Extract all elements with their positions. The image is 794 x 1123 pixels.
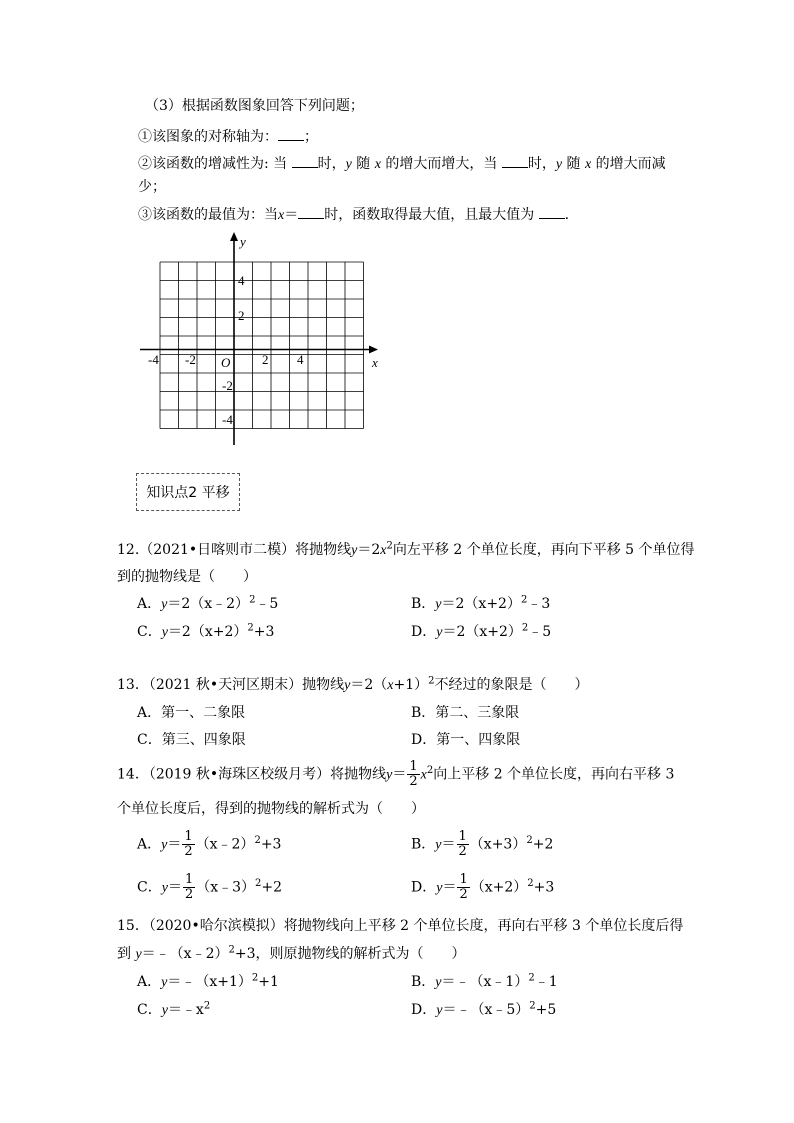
q12-eq: ＝2: [357, 542, 381, 558]
option-body: ＝﹣（x+1）: [167, 974, 252, 990]
part3-intro: （3）根据函数图象回答下列问题；: [145, 98, 364, 114]
x-axis-arrow-icon: [369, 346, 378, 354]
q2-d: 随: [356, 156, 371, 172]
q12-option-a[interactable]: [137, 595, 278, 614]
q15-option-c[interactable]: [137, 1001, 210, 1020]
option-tail: ﹣5: [528, 624, 552, 640]
var-y: y: [386, 767, 393, 783]
var-x: x: [420, 767, 427, 783]
x-tick-label: -4: [148, 352, 159, 367]
q12-option-c[interactable]: [137, 623, 274, 642]
exponent: 2: [528, 972, 535, 984]
x-tick-label: 4: [297, 352, 304, 367]
q13-option-d[interactable]: D．第一、四象限: [411, 732, 521, 748]
exponent: 2: [428, 675, 435, 687]
part3-q1: [138, 126, 318, 146]
exponent: 2: [228, 944, 235, 956]
q14-stem-a: 14．（2019 秋•海珠区校级月考）将抛物线: [117, 766, 387, 783]
answer-blank[interactable]: [278, 126, 304, 141]
numerator: 1: [458, 829, 467, 844]
var-y: y: [435, 597, 442, 612]
option-tail: ﹣1: [534, 974, 558, 990]
var-y: y: [345, 157, 352, 172]
q14-stem-cont: 个单位长度后，得到的抛物线的解析式为（ ）: [117, 801, 425, 817]
numerator: 1: [459, 872, 468, 887]
q2-k: 的增大而减: [595, 156, 666, 172]
q3-d: 时，函数取得最大值，且最大值为: [324, 207, 535, 223]
q14-option-c[interactable]: [137, 873, 282, 903]
q14-eq: ＝: [392, 766, 407, 783]
coordinate-grid: [140, 230, 380, 450]
q15-eq: ＝﹣（x﹣2）: [141, 946, 229, 962]
fraction: [183, 873, 195, 902]
option-letter: C．: [137, 1002, 162, 1018]
var-y: y: [351, 543, 358, 558]
q1-text: ①该图象的对称轴为：: [138, 129, 278, 145]
q14-option-b[interactable]: [411, 830, 553, 860]
option-letter: D．: [411, 879, 437, 896]
denominator: 2: [459, 887, 468, 902]
fraction: [407, 760, 419, 789]
var-y: y: [161, 597, 168, 612]
q3-eq: ＝: [284, 207, 299, 223]
option-letter: D．: [411, 624, 437, 640]
var-x: x: [374, 157, 381, 172]
q14-option-d[interactable]: [411, 873, 554, 903]
q15-stem-c: +3，则原抛物线的解析式为（ ）: [234, 946, 466, 962]
option-body: ＝2（x+2）: [167, 624, 248, 640]
option-letter: D．: [411, 1002, 437, 1018]
var-y: y: [161, 837, 168, 853]
option-body: ＝﹣（x﹣1）: [441, 974, 529, 990]
q15-stem-cont: [117, 945, 466, 964]
option-letter: C．: [137, 624, 162, 640]
option-tail: +3: [260, 836, 282, 853]
q15-option-a[interactable]: [137, 973, 279, 992]
exponent: 2: [529, 1000, 536, 1012]
var-x: x: [278, 208, 285, 223]
option-letter: A．: [137, 836, 162, 853]
var-y: y: [435, 975, 442, 990]
exponent: 2: [386, 540, 393, 552]
option-letter: A．: [137, 596, 162, 612]
var-x: x: [585, 157, 592, 172]
var-x: x: [380, 543, 387, 558]
q14-stem: [117, 760, 674, 789]
q2-a: ②该函数的增减性为: 当: [138, 156, 288, 172]
eq-sign: ＝: [167, 879, 182, 896]
numerator: 1: [184, 872, 194, 887]
denominator: 2: [409, 774, 418, 789]
exponent: 2: [526, 834, 533, 846]
part3-q3: [138, 204, 569, 225]
q12-stem: [117, 541, 695, 560]
part3-q2-cont: 少；: [138, 179, 166, 195]
q2-f: 的增大而增大，当: [385, 156, 498, 172]
origin-label: O: [221, 355, 231, 370]
q15-stem-b: 到: [117, 946, 131, 962]
option-tail: ﹣5: [255, 596, 279, 612]
q13-stem: [117, 676, 589, 695]
exponent: 2: [203, 1000, 211, 1012]
q12-stem-cont: 到的抛物线是（ ）: [117, 569, 257, 585]
q15-option-b[interactable]: [411, 973, 558, 992]
y-tick-label: 2: [238, 308, 245, 323]
option-body: ＝﹣x: [167, 1002, 204, 1018]
var-y: y: [135, 947, 142, 962]
var-y: y: [161, 880, 168, 896]
q1-end: ；: [304, 129, 318, 145]
exponent: 2: [520, 594, 528, 606]
q13-stem-b: +1）: [393, 677, 429, 693]
option-body: （x﹣3）: [196, 879, 256, 896]
var-x: x: [387, 678, 394, 693]
q12-option-d[interactable]: [411, 623, 551, 642]
option-letter: A．: [137, 974, 162, 990]
fraction: [182, 830, 194, 859]
option-body: ＝2（x+2）: [442, 624, 522, 640]
option-tail: +2: [261, 879, 283, 896]
y-axis-arrow-icon: [230, 232, 238, 241]
option-body: （x+3）: [469, 836, 527, 853]
exponent: 2: [521, 622, 529, 634]
x-tick-label: -2: [185, 352, 196, 367]
q13-option-c[interactable]: C．第三、四象限: [137, 732, 246, 748]
answer-blank[interactable]: [292, 153, 318, 168]
denominator: 2: [458, 844, 467, 859]
option-tail: +3: [253, 624, 275, 640]
exponent: 2: [527, 877, 534, 889]
option-body: （x﹣2）: [195, 836, 255, 853]
q3-a: ③该函数的最值为：当: [138, 207, 278, 223]
x-axis-label: x: [372, 355, 378, 370]
option-tail: ﹣3: [527, 596, 551, 612]
numerator: 1: [409, 759, 418, 774]
exponent: 2: [247, 622, 254, 634]
eq-sign: ＝: [167, 836, 182, 853]
q15-option-d[interactable]: [411, 1001, 556, 1020]
var-y: y: [436, 1003, 443, 1018]
var-y: y: [161, 975, 168, 990]
answer-blank[interactable]: [502, 153, 528, 168]
option-letter: B．: [411, 836, 436, 853]
x-tick-label: 2: [262, 352, 269, 367]
var-y: y: [436, 880, 443, 896]
option-tail: +5: [535, 1002, 557, 1018]
var-y: y: [555, 157, 563, 172]
answer-blank[interactable]: [298, 204, 324, 219]
q2-g: 时，: [527, 156, 556, 172]
fraction: [457, 873, 469, 902]
q13-eq: ＝2（: [350, 677, 388, 693]
exponent: 2: [426, 764, 434, 776]
fraction: [457, 830, 469, 859]
axes: [140, 232, 378, 445]
denominator: 2: [184, 844, 193, 859]
q2-i: 随: [566, 156, 581, 172]
var-y: y: [344, 678, 351, 693]
q3-e: .: [564, 207, 570, 223]
exponent: 2: [249, 594, 256, 606]
grid-lines: [160, 262, 364, 429]
q14-stem-b: 向上平移 2 个单位长度，再向右平移 3: [433, 766, 675, 783]
option-letter: B．: [411, 974, 436, 990]
part3-q2: [138, 153, 666, 174]
eq-sign: ＝: [441, 836, 456, 853]
q14-option-a[interactable]: [137, 830, 281, 860]
option-body: ＝﹣（x﹣5）: [442, 1002, 530, 1018]
exponent: 2: [255, 877, 262, 889]
var-y: y: [161, 625, 168, 640]
eq-sign: ＝: [442, 879, 457, 896]
q13-stem-c: 不经过的象限是（ ）: [434, 677, 589, 693]
option-body: ＝2（x+2）: [441, 596, 521, 612]
option-letter: C．: [137, 879, 162, 896]
y-tick-label: -2: [222, 378, 233, 393]
q12-stem-b: 向左平移 2 个单位长度，再向下平移 5 个单位得: [392, 542, 695, 558]
q13-stem-a: 13．（2021 秋•天河区期末）抛物线: [117, 677, 345, 693]
var-y: y: [436, 625, 443, 640]
q13-option-b[interactable]: B．第二、三象限: [411, 705, 520, 721]
q12-stem-a: 12.（2021•日喀则市二模）将抛物线: [117, 542, 352, 558]
q2-b: 时，: [317, 156, 346, 172]
option-letter: B．: [411, 596, 436, 612]
option-tail: +2: [532, 836, 554, 853]
q12-option-b[interactable]: [411, 595, 550, 614]
answer-blank[interactable]: [539, 204, 565, 219]
exponent: 2: [251, 972, 259, 984]
option-tail: +1: [258, 974, 279, 990]
q15-stem: 15．（2020•哈尔滨模拟）将抛物线向上平移 2 个单位长度，再向右平移 3 个单位长度后得: [117, 918, 684, 934]
q13-option-a[interactable]: A．第一、二象限: [137, 705, 246, 721]
y-tick-label: -4: [222, 412, 233, 427]
option-body: ＝2（x﹣2）: [167, 596, 250, 612]
knowledge-point-box: 知识点2 平移: [136, 473, 240, 511]
option-tail: +3: [533, 879, 555, 896]
option-body: （x+2）: [470, 879, 528, 896]
y-axis-label: y: [240, 234, 246, 249]
var-y: y: [161, 1003, 168, 1018]
exponent: 2: [254, 834, 261, 846]
numerator: 1: [184, 829, 193, 844]
y-tick-label: 4: [238, 273, 245, 288]
var-y: y: [435, 837, 442, 853]
denominator: 2: [184, 887, 194, 902]
